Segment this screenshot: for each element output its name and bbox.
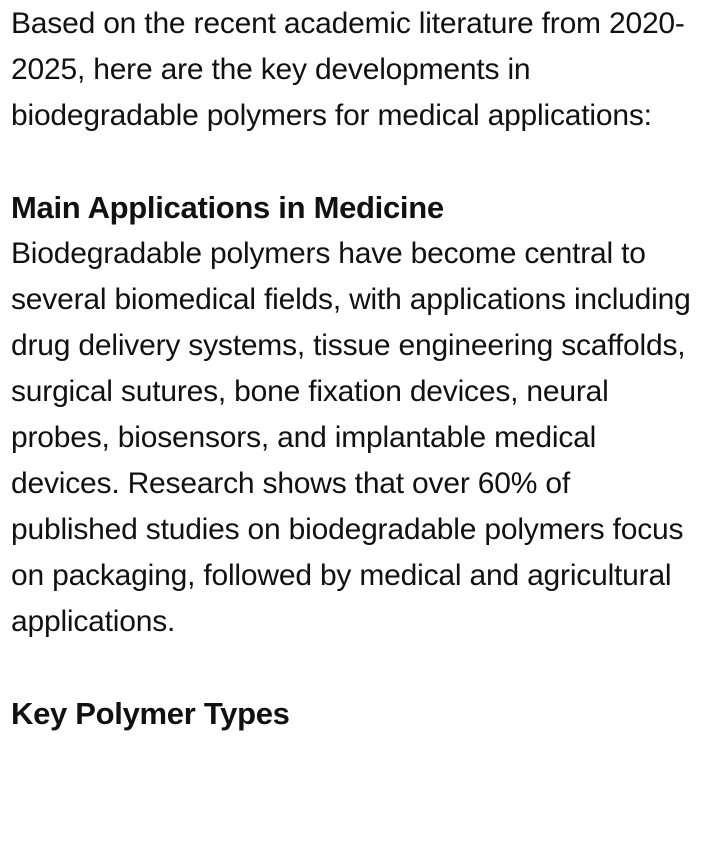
section-heading-main-applications: Main Applications in Medicine bbox=[11, 190, 444, 225]
section-body-main-applications: Biodegradable polymers have become central to several biomedical fields, with applications including drug delivery systems, tissue engineering scaffolds, surgical sutures, bone fixation devices, neural probes, biosensors, and implantable medical devices. Research shows that over 60% of published studies on biodegradable polymers focus on packaging, followed by medical and agricultural applications. bbox=[11, 237, 691, 638]
section-heading-key-polymer-types: Key Polymer Types bbox=[11, 696, 290, 731]
document-page bbox=[0, 1, 706, 860]
intro-paragraph: Based on the recent academic literature from 2020-2025, here are the key developments in biodegradable polymers for medical applications: bbox=[11, 7, 685, 132]
